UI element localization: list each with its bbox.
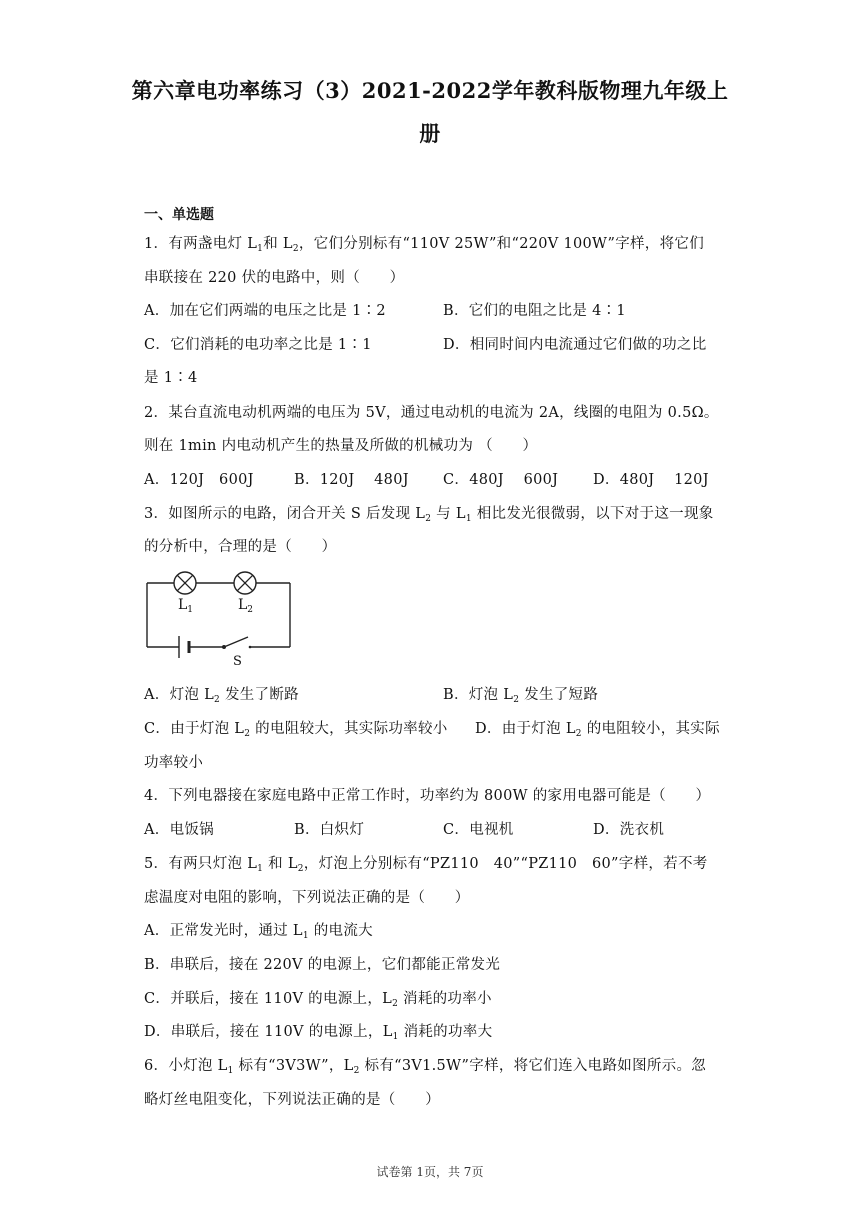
q2-option-a[interactable]: A．120J 600J [144, 472, 254, 488]
doc-title-line1: 第六章电功率练习（3）2021-2022学年教科版物理九年级上 [131, 78, 729, 103]
q4-option-c[interactable]: C．电视机 [443, 822, 514, 838]
q4-option-d[interactable]: D．洗衣机 [593, 822, 665, 838]
q1-option-b[interactable]: B．它们的电阻之比是 4∶1 [443, 303, 626, 319]
q5-option-b[interactable]: B．串联后，接在 220V 的电源上，它们都能正常发光 [144, 957, 501, 973]
doc-title-line2: 册 [419, 121, 441, 146]
q5-option-a[interactable]: A．正常发光时，通过 $L_1$ 的电流大 [144, 923, 373, 941]
q3-stem-line2: 的分析中，合理的是（ ） [144, 539, 337, 555]
q1-option-d[interactable]: D．相同时间内电流通过它们做的功之比 [443, 337, 707, 353]
q5-stem-line1: 5．有两只灯泡 $L_1$ 和 $L_2$，灯泡上分别标有“PZ110 40”“PZ110 60”字样，若不考 [144, 856, 708, 874]
q1-stem-line2: 串联接在 220 伏的电路中，则（ ） [144, 270, 405, 286]
q5-stem-line2: 虑温度对电阻的影响，下列说法正确的是（ ） [144, 890, 470, 906]
q3-stem-line1: 3．如图所示的电路，闭合开关 S 后发现 $L_2$ 与 $L_1$ 相比发光很微弱，以下对于这一现象 [144, 506, 714, 524]
q4-option-a[interactable]: A．电饭锅 [144, 822, 214, 838]
q3-option-a[interactable]: A．灯泡 $L_2$ 发生了断路 [144, 687, 299, 705]
q4-stem-line1: 4．下列电器接在家庭电路中正常工作时，功率约为 800W 的家用电器可能是（ ） [144, 788, 711, 804]
q6-stem-line1: 6．小灯泡 $L_1$ 标有“3V3W”，$L_2$ 标有“3V1.5W”字样，将它们连入电路如图所示。忽 [144, 1058, 707, 1076]
q2-option-b[interactable]: B．120J 480J [294, 472, 409, 488]
q3-option-c[interactable]: C．由于灯泡 $L_2$ 的电阻较大，其实际功率较小 [144, 721, 448, 739]
q3-option-b[interactable]: B．灯泡 $L_2$ 发生了短路 [443, 687, 599, 705]
q3-option-d-cont: 功率较小 [144, 755, 204, 771]
lamp-l1-label: $L_1$ [178, 597, 194, 615]
q1-stem-line1: 1．有两盏电灯 $L_1$和 $L_2$，它们分别标有“110V 25W”和“220V 100W”字样，将它们 [144, 236, 705, 254]
q1-option-d-cont: 是 1∶4 [144, 370, 198, 386]
q5-option-d[interactable]: D．串联后，接在 110V 的电源上，$L_1$ 消耗的功率大 [144, 1024, 493, 1042]
q2-stem-line1: 2．某台直流电动机两端的电压为 5V，通过电动机的电流为 2A，线圈的电阻为 0.5Ω。 [144, 405, 719, 421]
page-footer: 试卷第 1页，共 7页 [376, 1165, 484, 1179]
circuit-diagram [142, 568, 297, 670]
q2-option-c[interactable]: C．480J 600J [443, 472, 559, 488]
battery-icon [179, 636, 189, 658]
switch-label: S [233, 654, 242, 669]
q5-option-c[interactable]: C．并联后，接在 110V 的电源上，$L_2$ 消耗的功率小 [144, 991, 492, 1009]
switch-icon [222, 637, 251, 649]
q2-option-d[interactable]: D．480J 120J [593, 472, 709, 488]
q6-stem-line2: 略灯丝电阻变化，下列说法正确的是（ ） [144, 1092, 440, 1108]
q3-option-d[interactable]: D．由于灯泡 $L_2$ 的电阻较小，其实际 [475, 721, 720, 739]
q1-option-c[interactable]: C．它们消耗的电功率之比是 1∶1 [144, 337, 372, 353]
lamp-l2-label: $L_2$ [238, 597, 254, 615]
section-heading: 一、单选题 [144, 207, 214, 223]
lamp-l2-icon [234, 572, 256, 594]
lamp-l1-icon [174, 572, 196, 594]
q2-stem-line2: 则在 1min 内电动机产生的热量及所做的机械功为 （ ） [144, 438, 538, 454]
q4-option-b[interactable]: B．白炽灯 [294, 822, 365, 838]
q1-option-a[interactable]: A．加在它们两端的电压之比是 1∶2 [144, 303, 386, 319]
